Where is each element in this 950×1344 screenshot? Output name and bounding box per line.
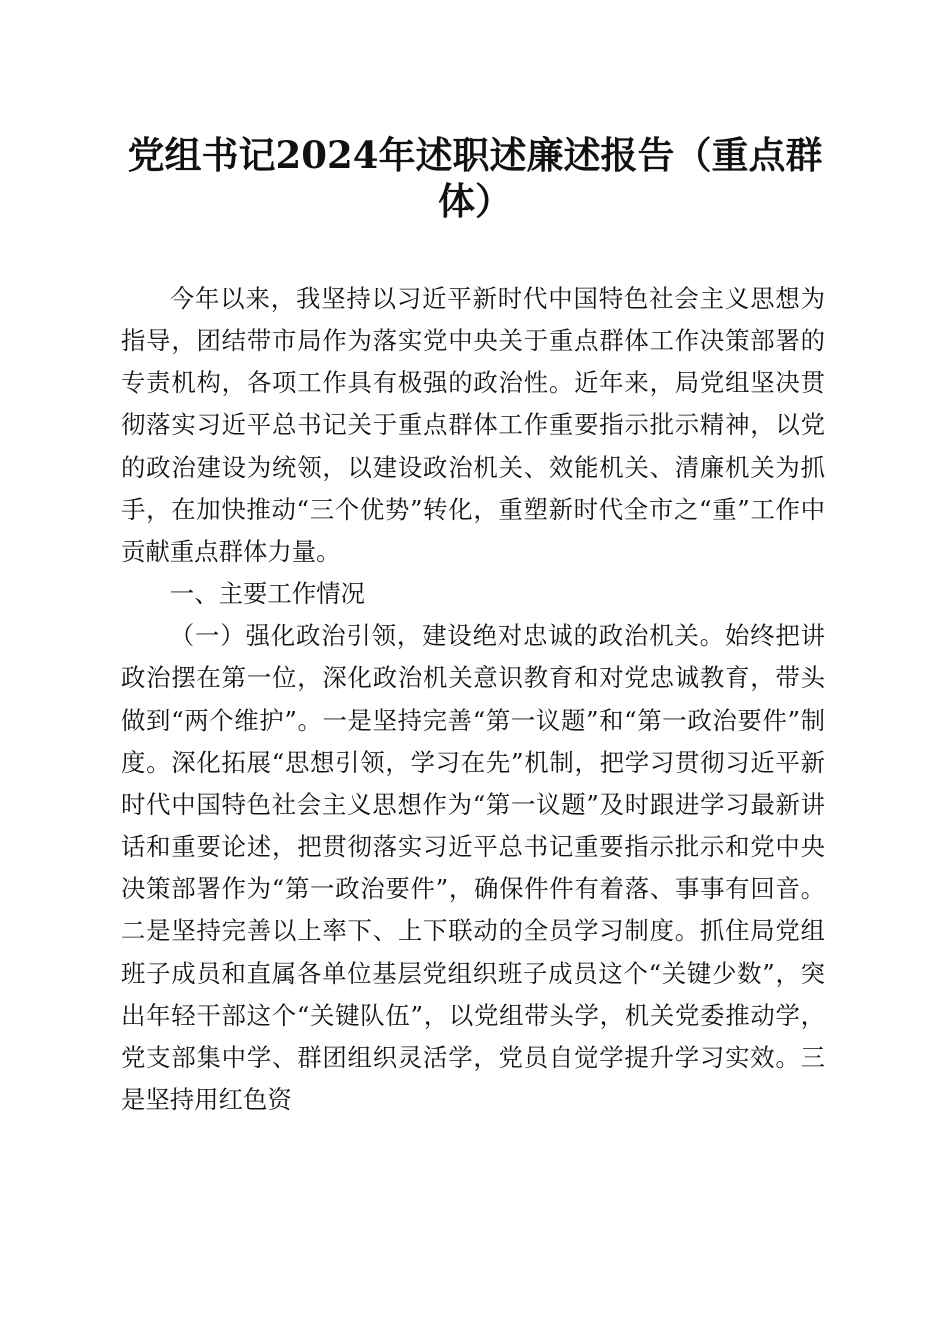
document-title (118, 132, 832, 224)
section-paragraph: （一）强化政治引领，建设绝对忠诚的政治机关。始终把讲政治摆在第一位，深化政治机关意识教育和对党忠诚教育，带头做到“两个维护”。一是坚持完善“第一议题”和“第一政治要件”制度。深化拓展“思想引领，学习在先”机制，把学习贯彻习近平新时代中国特色社会主义思想作为“第一议题”及时跟进学习最新讲话和重要论述，把贯彻落实习近平总书记重要指示批示和党中央决策部署作为“第一政治要件”，确保件件有着落、事事有回音。二是坚持完善以上率下、上下联动的全员学习制度。抓住局党组班子成员和直属各单位基层党组织班子成员这个“关键少数”，突出年轻干部这个“关键队伍”，以党组带头学，机关党委推动学，党支部集中学、群团组织灵活学，党员自觉学提升学习实效。三是坚持用红色资 (121, 621, 825, 1114)
title-line-2: 体） (438, 179, 512, 223)
intro-paragraph: 今年以来，我坚持以习近平新时代中国特色社会主义思想为指导，团结带市局作为落实党中央关于重点群体工作决策部署的专责机构，各项工作具有极强的政治性。近年来，局党组坚决贯彻落实习近平总书记关于重点群体工作重要指示批示精神，以党的政治建设为统领，以建设政治机关、效能机关、清廉机关为抓手，在加快推动“三个优势”转化，重塑新时代全市之“重”工作中贡献重点群体力量。 (121, 284, 825, 566)
section-heading: 一、主要工作情况 (169, 579, 365, 609)
document-body (121, 278, 825, 1121)
title-line-1: 党组书记2024年述职述廉述报告（重点群 (127, 133, 823, 177)
